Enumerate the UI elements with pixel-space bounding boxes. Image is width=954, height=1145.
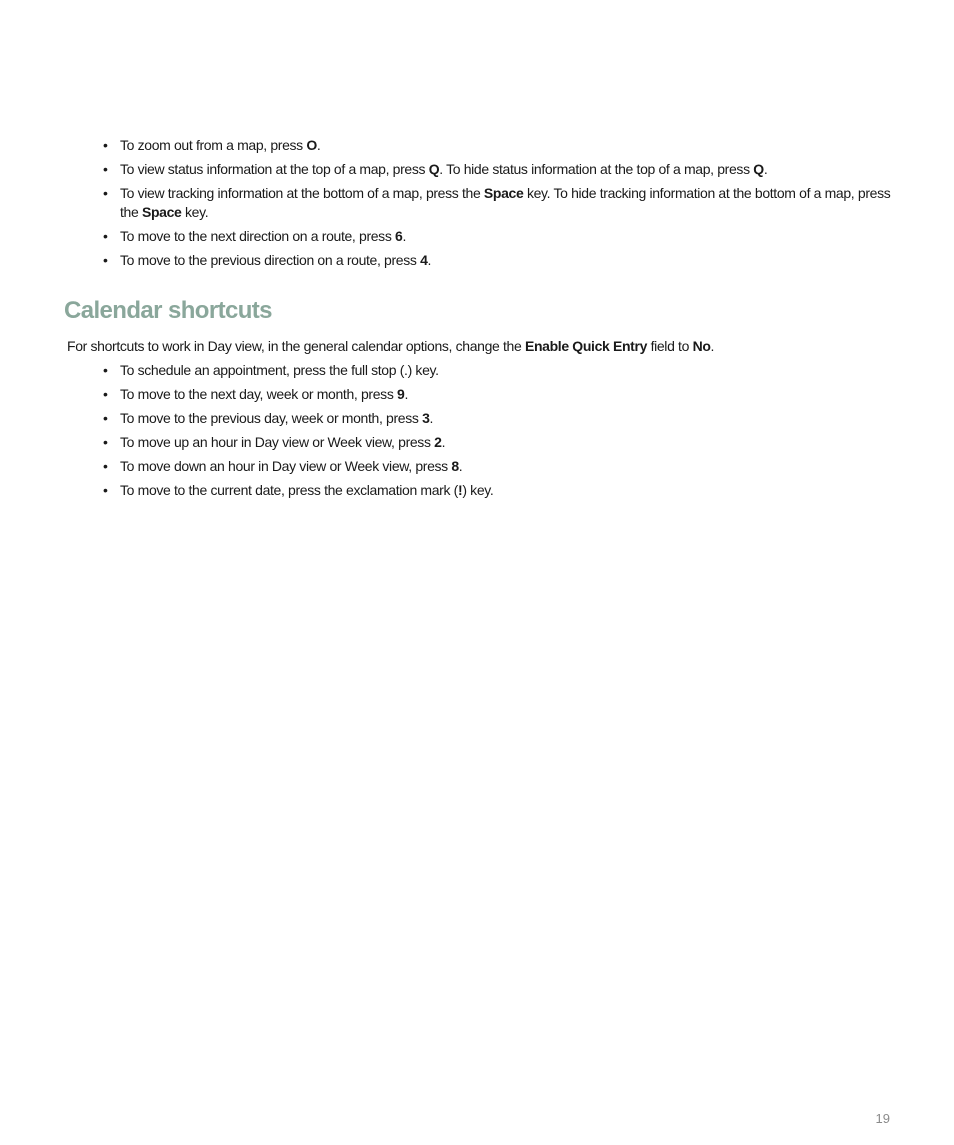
section-heading-calendar: Calendar shortcuts [64,297,272,324]
list-item [103,251,903,270]
key-name: Q [428,161,440,177]
key-name: 2 [434,434,442,450]
calendar-shortcuts-list [103,361,903,505]
text-segment: To zoom out from a map, press [120,137,307,153]
key-name: O [306,137,317,153]
list-item [103,160,903,179]
list-item [103,227,903,246]
key-name: Space [483,185,524,201]
text-segment: ) key. [462,482,494,498]
key-name: 4 [420,252,428,268]
text-segment: key. To hide tracking information at the bottom of a map, press the [120,185,891,220]
key-name: 9 [397,386,405,402]
text-segment: To move to the previous direction on a route, press [120,252,421,268]
text-segment: To move to the previous day, week or month, press [120,410,423,426]
text-segment: To move to the next direction on a route, press [120,228,396,244]
text-segment: To move up an hour in Day view or Week view, press [120,434,435,450]
list-item [103,457,903,476]
key-name: Space [141,204,182,220]
list-item [103,433,903,452]
list-item [103,481,903,500]
key-name: 6 [395,228,403,244]
key-name: 3 [422,410,430,426]
list-item [103,184,903,222]
text-segment: To move to the next day, week or month, press [120,386,398,402]
list-item [103,385,903,404]
text-segment: . [710,338,715,354]
key-name: 8 [451,458,459,474]
page-number: 19 [875,1111,890,1126]
text-segment: To view status information at the top of a map, press [120,161,429,177]
key-name: Q [753,161,764,177]
text-segment: . [429,410,434,426]
text-segment: . [427,252,432,268]
calendar-intro-paragraph [67,337,714,356]
text-segment: . [404,386,408,402]
text-segment: . [316,137,321,153]
key-name: No [692,338,711,354]
text-segment: For shortcuts to work in Day view, in the general calendar options, change the [67,338,525,354]
text-segment: . [402,228,407,244]
text-segment: . [458,458,463,474]
list-item [103,136,903,155]
key-name: ! [458,482,463,498]
text-segment: . To hide status information at the top of a map, press [439,161,754,177]
list-item [103,361,903,380]
list-item [103,409,903,428]
text-segment: field to [647,338,693,354]
text-segment: To schedule an appointment, press the full stop (.) key. [120,362,439,378]
key-name: Enable Quick Entry [524,338,648,354]
map-shortcuts-list [103,136,903,275]
text-segment: . [763,161,768,177]
text-segment: To move to the current date, press the exclamation mark ( [120,482,458,498]
text-segment: To view tracking information at the bottom of a map, press the [120,185,484,201]
text-segment: . [441,434,446,450]
text-segment: To move down an hour in Day view or Week view, press [120,458,452,474]
text-segment: key. [181,204,209,220]
